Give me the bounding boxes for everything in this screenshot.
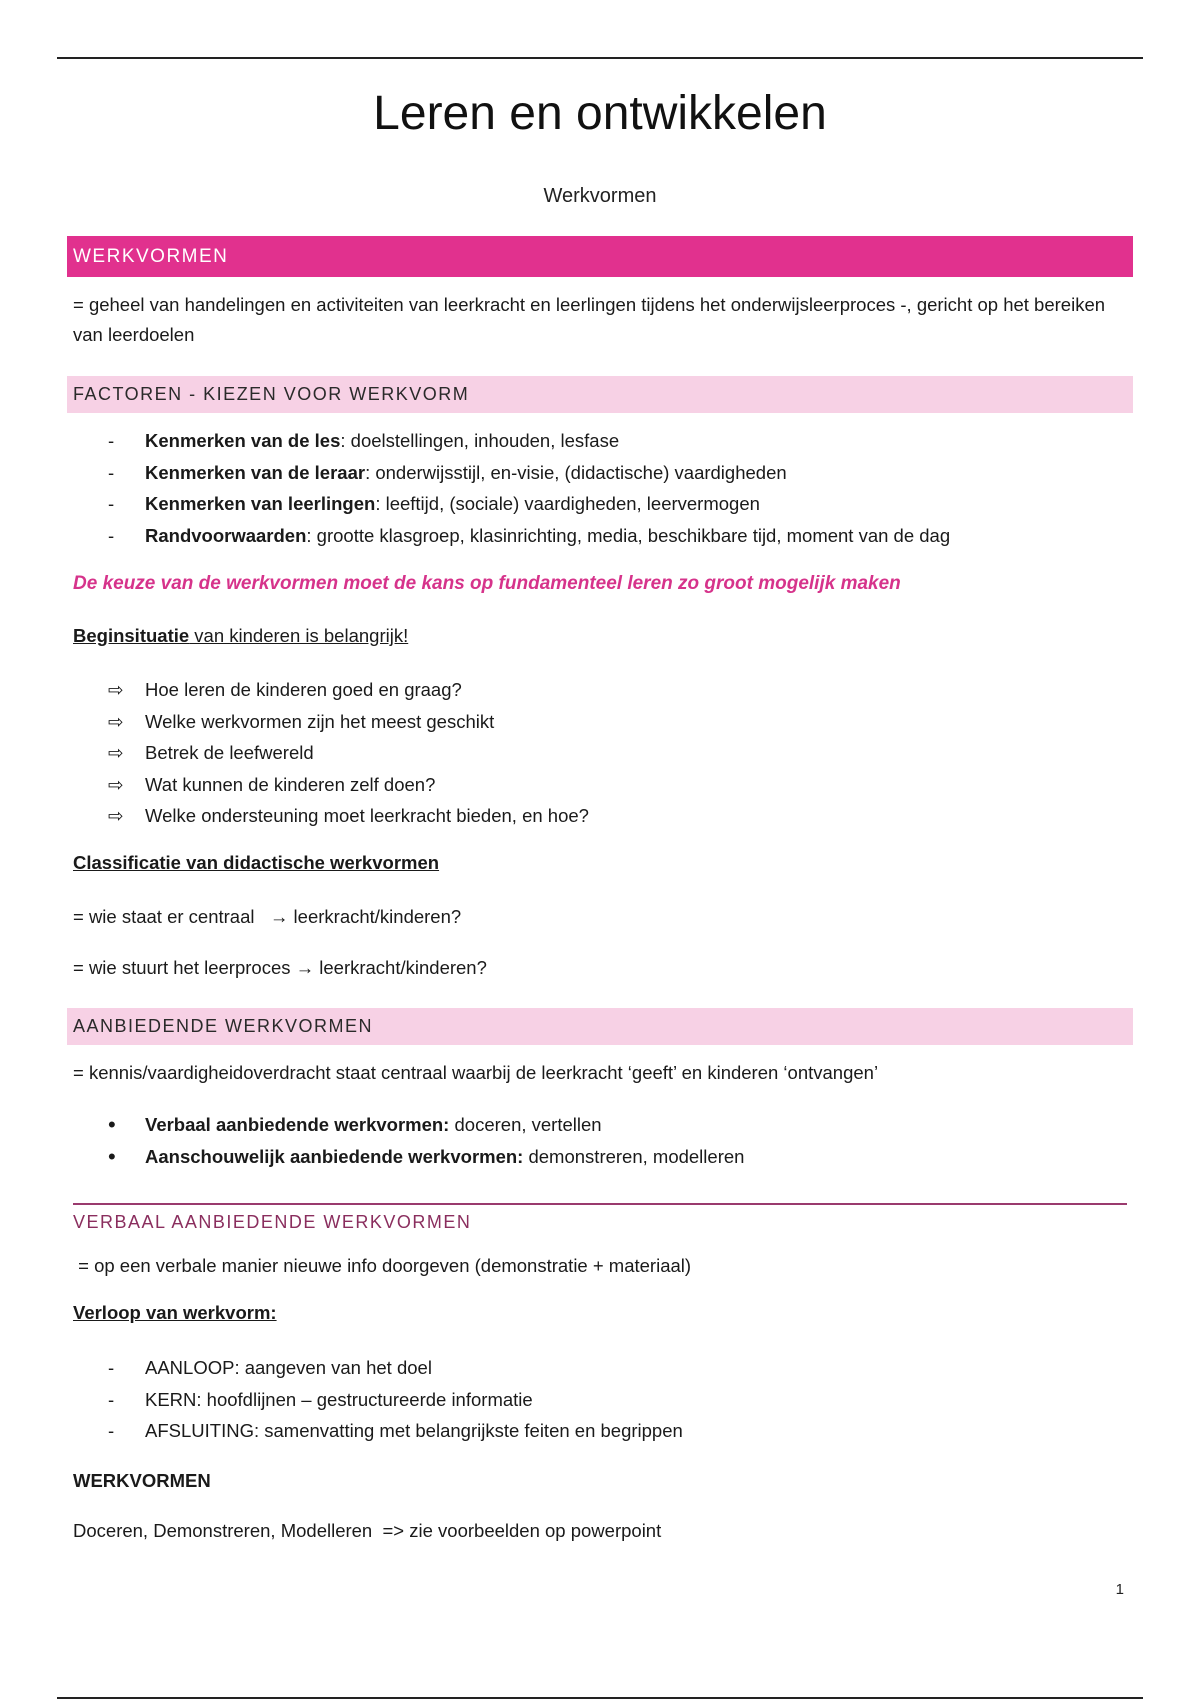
heading-verloop: Verloop van werkvorm: [73, 1302, 277, 1323]
item-text: AFSLUITING: samenvatting met belangrijkste feiten en begrippen [145, 1420, 683, 1441]
footer-rule [57, 1697, 1143, 1699]
list-marker: - [108, 524, 115, 546]
item-text: : onderwijsstijl, en-visie, (didactische) vaardigheden [365, 461, 787, 483]
heading-beginsituatie-rest: van kinderen is belangrijk! [189, 625, 409, 646]
list-item [0, 457, 950, 489]
list-item [0, 800, 589, 832]
item-term: Kenmerken van leerlingen [145, 493, 376, 514]
item-text: Welke ondersteuning moet leerkracht bieden, en hoe? [145, 805, 589, 826]
list-item [0, 674, 589, 706]
werkvormen-list-text: Doceren, Demonstreren, Modelleren => zie voorbeelden op powerpoint [73, 1520, 662, 1541]
list-marker: - [108, 430, 115, 451]
item-text: Betrek de leefwereld [145, 742, 314, 763]
item-term: Randvoorwaarden [145, 524, 307, 546]
list-marker: - [108, 461, 115, 483]
bullet-icon: • [108, 1112, 116, 1137]
document-title: Leren en ontwikkelen [373, 87, 827, 140]
list-item [0, 520, 950, 552]
classificatie-line-2: = wie stuurt het leerproces → leerkracht/kinderen? [73, 957, 487, 978]
list-item [0, 425, 950, 457]
arrow-icon: ⇨ [108, 742, 124, 763]
definition-verbaal: = op een verbale manier nieuwe info doorgeven (demonstratie + materiaal) [73, 1255, 692, 1276]
list-item [0, 1415, 683, 1447]
definition-aanbiedende: = kennis/vaardigheidoverdracht staat centraal waarbij de leerkracht ‘geeft’ en kinderen ‘ontvangen’ [73, 1062, 879, 1083]
arrow-icon: ⇨ [108, 805, 124, 826]
list-item [0, 1109, 744, 1141]
document-subtitle: Werkvormen [543, 185, 657, 207]
item-text: Wat kunnen de kinderen zelf doen? [145, 773, 436, 795]
list-marker: - [108, 1357, 115, 1378]
item-term: Verbaal aanbiedende werkvormen: [145, 1114, 450, 1135]
item-text: KERN: hoofdlijnen – gestructureerde informatie [145, 1388, 533, 1410]
item-term: Aanschouwelijk aanbiedende werkvormen: [145, 1145, 524, 1167]
list-item [0, 1141, 744, 1173]
heading-factoren-text: FACTOREN - KIEZEN VOOR WERKVORM [73, 384, 470, 404]
verloop-list [0, 1352, 683, 1447]
definition-werkvormen: = geheel van handelingen en activiteiten van leerkracht en leerlingen tijdens het onderwijsleerproces -, gericht op het bereiken van leerdoelen [73, 294, 1106, 345]
heading-werkvormen [67, 236, 1133, 277]
highlight-statement: De keuze van de werkvormen moet de kans op fundamenteel leren zo groot mogelijk maken [73, 573, 901, 594]
item-text: : leeftijd, (sociale) vaardigheden, leervermogen [375, 493, 760, 514]
section-divider [73, 1203, 1127, 1205]
page-number: 1 [1115, 1581, 1124, 1598]
item-term: Kenmerken van de leraar [145, 461, 366, 483]
heading-verbaal: VERBAAL AANBIEDENDE WERKVORMEN [73, 1212, 472, 1232]
list-item [0, 706, 589, 738]
heading-beginsituatie [73, 625, 408, 647]
item-text: : grootte klasgroep, klasinrichting, media, beschikbare tijd, moment van de dag [306, 524, 951, 546]
item-text: AANLOOP: aangeven van het doel [145, 1357, 432, 1378]
arrow-icon: ⇨ [108, 679, 124, 700]
classificatie-line-1: = wie staat er centraal → leerkracht/kinderen? [73, 906, 462, 927]
arrow-icon: ⇨ [108, 773, 124, 795]
heading-werkvormen-sub: WERKVORMEN [73, 1470, 211, 1491]
item-term: Kenmerken van de les [145, 430, 341, 451]
list-item [0, 1352, 683, 1384]
item-text: : doelstellingen, inhouden, lesfase [340, 430, 620, 451]
list-marker: - [108, 493, 115, 514]
factors-list [0, 425, 950, 551]
list-item [0, 737, 589, 769]
heading-aanbiedende [67, 1008, 1133, 1045]
list-item [0, 1384, 683, 1416]
list-marker: - [108, 1388, 115, 1410]
arrow-icon: ⇨ [108, 710, 124, 732]
aanbiedende-list [0, 1109, 744, 1172]
item-text: Welke werkvormen zijn het meest geschikt [145, 710, 495, 732]
item-text: demonstreren, modelleren [523, 1145, 745, 1167]
heading-aanbiedende-text: AANBIEDENDE WERKVORMEN [73, 1016, 374, 1036]
list-item [0, 488, 950, 520]
header-rule [57, 57, 1143, 59]
bullet-icon: • [108, 1143, 116, 1169]
list-item [0, 769, 589, 801]
beginsituatie-list [0, 674, 589, 832]
heading-factoren [67, 376, 1133, 413]
heading-werkvormen-text: WERKVORMEN [73, 245, 229, 267]
heading-beginsituatie-bold: Beginsituatie [73, 625, 190, 646]
item-text: Hoe leren de kinderen goed en graag? [145, 679, 462, 700]
heading-classificatie: Classificatie van didactische werkvormen [73, 852, 440, 873]
list-marker: - [108, 1420, 115, 1441]
item-text: doceren, vertellen [449, 1114, 602, 1135]
